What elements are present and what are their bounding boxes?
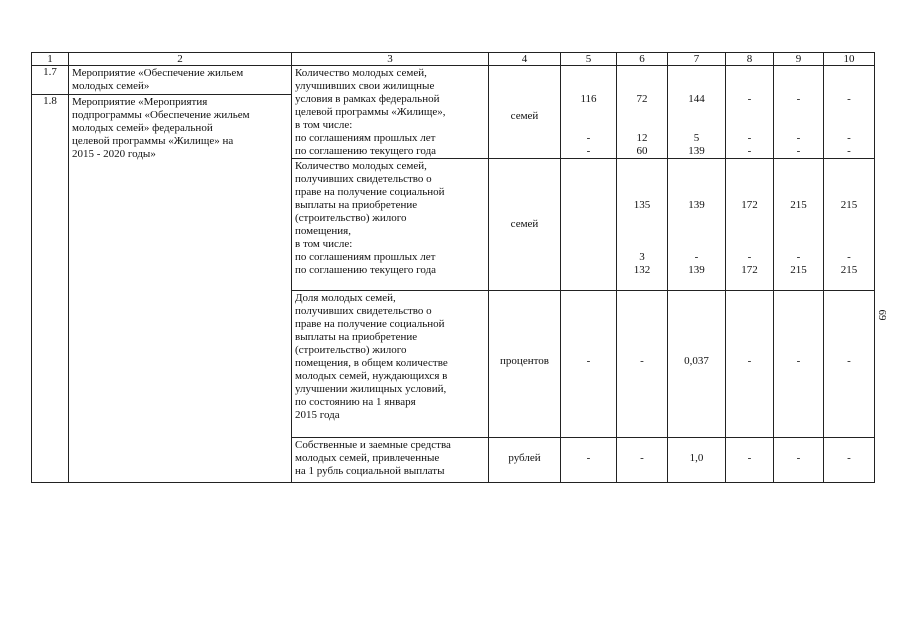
column-header: 8: [726, 53, 774, 66]
value-cell: -: [774, 438, 824, 483]
event-number: 1.8: [43, 95, 57, 107]
value-cell: -: [824, 291, 875, 438]
indicator-desc-cell: [292, 159, 489, 291]
value-cell: -: [774, 291, 824, 438]
column-header: 10: [824, 53, 875, 66]
value-cell: 0,037: [668, 291, 726, 438]
unit-cell: [489, 438, 561, 483]
event-number-cell: [32, 95, 69, 483]
column-header: 6: [617, 53, 668, 66]
unit-cell: [489, 291, 561, 438]
event-title-cell: [69, 95, 292, 483]
value-cell: 172 - 172: [726, 159, 774, 291]
value-cell: 215 - 215: [774, 159, 824, 291]
unit-label: семей: [510, 218, 539, 230]
unit-cell: [489, 66, 561, 159]
value-cell: 116 - -: [561, 66, 617, 159]
unit-cell: [489, 159, 561, 291]
unit-label: процентов: [500, 355, 549, 367]
value-cell: -: [561, 438, 617, 483]
value-cell: 1,0: [668, 438, 726, 483]
indicators-table: [31, 52, 875, 483]
unit-label: рублей: [508, 452, 541, 464]
column-header: 3: [292, 53, 489, 66]
value-cell: -: [824, 438, 875, 483]
column-header: 5: [561, 53, 617, 66]
header-row: [32, 53, 875, 66]
indicator-desc: Собственные и заемные средства молодых семей, привлеченные на 1 рубль социальной выплаты: [295, 439, 451, 477]
value-cell: -: [726, 291, 774, 438]
value-cell: 139 - 139: [668, 159, 726, 291]
unit-label: семей: [510, 110, 539, 122]
value-cell: -: [617, 291, 668, 438]
value-cell: - - -: [824, 66, 875, 159]
value-cell: 215 - 215: [824, 159, 875, 291]
event-number-cell: [32, 66, 69, 95]
value-cell: 135 3 132: [617, 159, 668, 291]
value-cell: [561, 159, 617, 291]
event-title: Мероприятие «Мероприятия подпрограммы «Обеспечение жильем молодых семей» федеральной целевой программы «Жилище» на 2015 - 2020 годы»: [72, 96, 250, 160]
event-title-cell: [69, 66, 292, 95]
event-title: Мероприятие «Обеспечение жильем молодых семей»: [72, 67, 244, 92]
event-number: 1.7: [43, 66, 57, 78]
column-header: 2: [69, 53, 292, 66]
value-cell: 72 12 60: [617, 66, 668, 159]
value-cell: -: [617, 438, 668, 483]
table-row: [32, 66, 875, 95]
column-header: 1: [32, 53, 69, 66]
column-header: 7: [668, 53, 726, 66]
value-cell: 144 5 139: [668, 66, 726, 159]
indicator-desc-cell: [292, 438, 489, 483]
indicator-desc: Количество молодых семей, получивших свидетельство о праве на получение социальной выплаты на приобретение (строительство) жилого помещения, в том числе: по соглашениям прошлых лет по соглашению текущего года: [295, 160, 445, 276]
value-cell: - - -: [774, 66, 824, 159]
column-header: 4: [489, 53, 561, 66]
column-header: 9: [774, 53, 824, 66]
value-cell: -: [726, 438, 774, 483]
value-cell: - - -: [726, 66, 774, 159]
indicator-desc-cell: [292, 291, 489, 438]
indicator-desc-cell: [292, 66, 489, 159]
indicator-desc: Доля молодых семей, получивших свидетельство о праве на получение социальной выплаты на приобретение (строительство) жилого помещения, в общем количестве молодых семей, нуждающихся в улучшении жилищных условий, по состоянию на 1 января 2015 года: [295, 292, 448, 421]
value-cell: -: [561, 291, 617, 438]
indicator-desc: Количество молодых семей, улучшивших свои жилищные условия в рамках федеральной целевой программы «Жилище», в том числе: по соглашениям прошлых лет по соглашению текущего года: [295, 67, 446, 157]
page-number: 69: [876, 309, 888, 321]
